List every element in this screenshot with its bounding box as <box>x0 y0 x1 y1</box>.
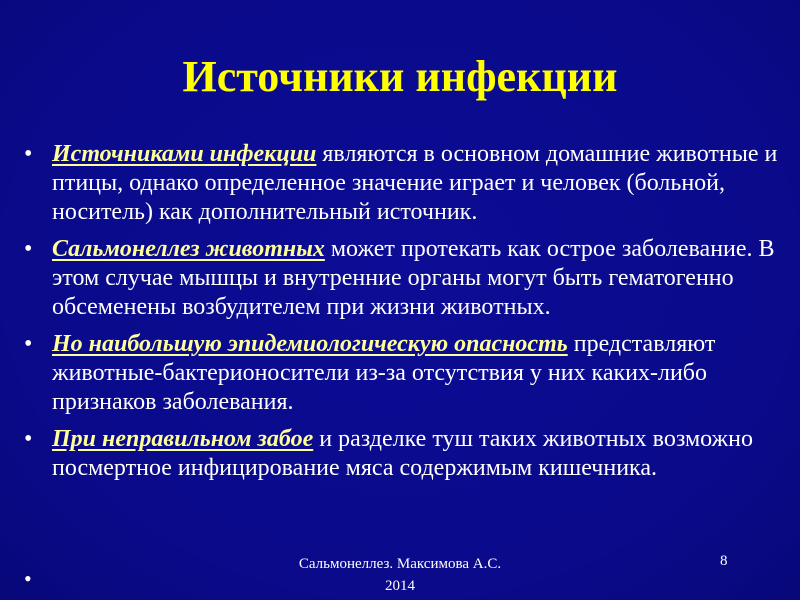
bullet-highlight: Источниками инфекции <box>52 141 317 167</box>
bullet-highlight: Но наибольшую эпидемиологическую опасность <box>52 331 568 357</box>
slide-title: Источники инфекции <box>182 52 618 101</box>
bullet-text: представляют животные-бактерионосители из-за отсутствия у них каких-либо признаков заболевания. <box>52 331 716 415</box>
bullet-text: являются в основном домашние животные и птицы, однако определенное значение играет и человек (больной, носитель) как дополнительный источник. <box>52 141 778 225</box>
bullet-item <box>22 235 782 322</box>
empty-bullet-marker: • <box>24 566 32 591</box>
bullet-list <box>22 140 782 491</box>
bullet-item <box>22 425 782 483</box>
bullet-item <box>22 140 782 227</box>
bullet-text: и разделке туш таких животных возможно посмертное инфицирование мяса содержимым кишечника. <box>52 426 753 481</box>
bullet-text: может протекать как острое заболевание. В этом случае мышцы и внутренние органы могут быть гематогенно обсеменены возбудителем при жизни животных. <box>52 236 775 320</box>
slide-footer <box>250 553 550 597</box>
page-number: 8 <box>720 553 728 569</box>
bullet-highlight: При неправильном забое <box>52 426 314 452</box>
bullet-item <box>22 330 782 417</box>
bullet-marker: • <box>24 331 33 357</box>
bullet-marker: • <box>24 141 33 167</box>
bullet-highlight: Сальмонеллез животных <box>52 236 325 262</box>
footer-author: Сальмонеллез. Максимова А.С. <box>298 556 502 572</box>
bullet-marker: • <box>24 236 33 262</box>
footer-year: 2014 <box>385 578 415 594</box>
bullet-marker: • <box>24 426 33 452</box>
